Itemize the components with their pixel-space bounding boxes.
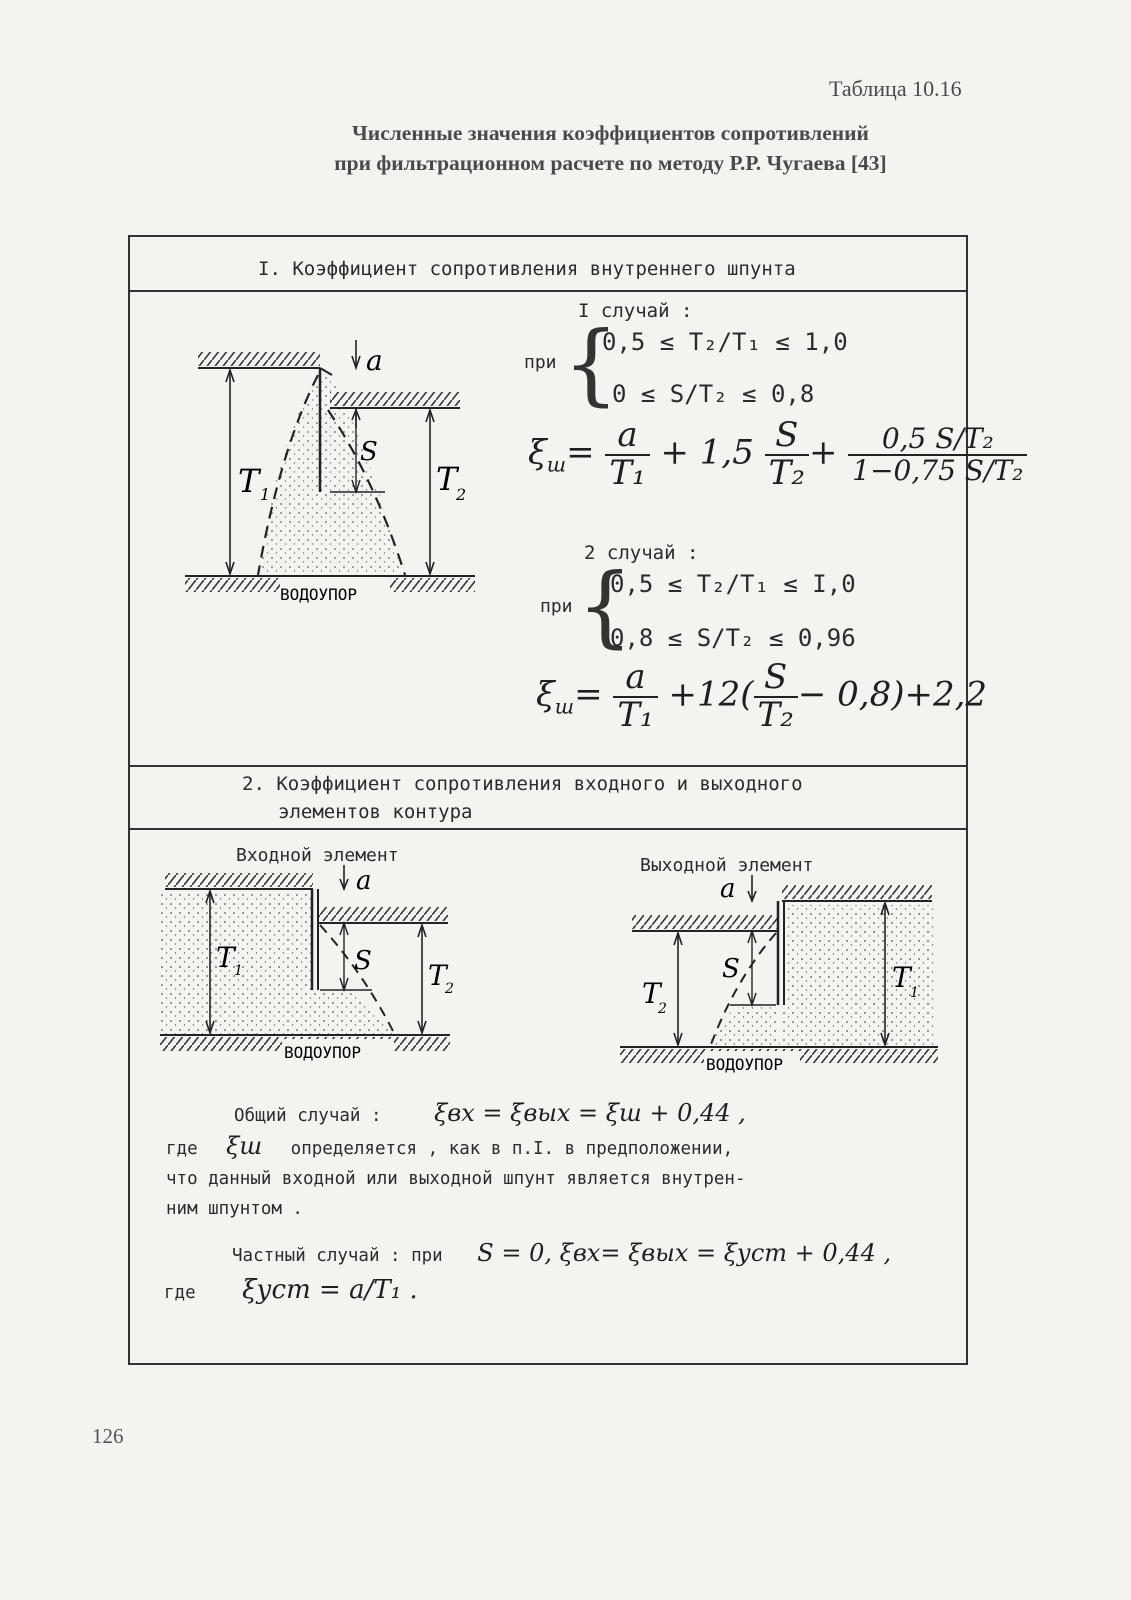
section2-heading-line1: 2. Коэффициент сопротивления входного и выходного [242,773,803,795]
particular-case-text [164,1236,891,1310]
case2-tail: − 0,8)+2,2 [797,674,988,715]
case1-label: I случай : [578,300,693,322]
case1-formula-lhs-sub: ш [546,452,567,477]
general-case-text [166,1098,746,1224]
entry-t2-label: T [428,959,447,992]
page-number: 126 [92,1424,124,1448]
case1-term2-den: T₂ [768,452,805,493]
divider-1 [128,290,968,292]
case2-term1 [613,657,657,735]
exit-t1-sub: 1 [910,985,919,1001]
diagram1-a-label: a [366,344,383,377]
entry-t1-sub: 1 [234,963,243,979]
exit-a-label: a [720,875,736,904]
general-line1 [166,1098,746,1131]
case1-term1 [605,415,649,493]
entry-t2-sub: 2 [445,981,454,997]
case2-mid: +12( [668,674,754,715]
entry-a-label: a [356,866,372,896]
case2-term1-den: T₁ [617,694,654,735]
particular-line2-formula: ξуст = a/T₁ . [242,1275,418,1305]
general-line2 [166,1131,746,1164]
general-line4: ним шпунтом . [166,1199,303,1219]
exit-element-label: Выходной элемент [640,855,814,876]
general-formula: ξвх = ξвых = ξш + 0,44 , [434,1099,746,1127]
divider-3 [128,828,968,830]
diagram1-t1-label: T [238,462,260,500]
case2-condition-2: 0,8 ≤ S/T₂ ≤ 0,96 [610,624,856,652]
case2-term1-num: a [613,660,657,698]
entry-base-label: ВОДОУПОР [284,1043,362,1062]
entry-s-label: S [354,946,372,976]
case2-pri: при [540,596,573,617]
case1-brace: { [563,312,619,415]
case1-term2-num: S [765,418,809,456]
case1-term1-num: a [605,418,649,456]
case1-pri: при [524,352,557,373]
case2-formula-lhs: ξ [536,674,555,715]
exit-t2-sub: 2 [658,1001,667,1017]
case1-term3-den: 1−0,75 S/T₂ [852,453,1024,487]
particular-line2-prefix: где [164,1283,196,1303]
case1-term3-num: 0,5 S/T₂ [848,424,1027,455]
case2-term2-num: S [754,660,798,698]
exit-s-label: S [722,954,740,984]
case1-condition-1: 0,5 ≤ T₂/T₁ ≤ 1,0 [602,328,848,356]
section2-heading-line2: элементов контура [278,801,473,823]
general-line2-text: определяется , как в п.I. в предположении, [290,1139,734,1159]
case1-term2-coef: + 1,5 [660,432,754,473]
general-line3: что данный входной или выходной шпунт является внутрен- [166,1169,746,1189]
diagram1-t2-sub: 2 [456,485,467,504]
case2-brace: { [577,554,633,657]
case2-condition-1: 0,5 ≤ T₂/T₁ ≤ I,0 [610,570,856,598]
diagram1-t2-label: T [436,460,458,498]
particular-line1 [164,1236,891,1273]
case2-term2 [754,657,798,735]
section1-heading: I. Коэффициент сопротивления внутреннего шпунта [258,258,796,280]
general-prefix: Общий случай : [234,1106,382,1126]
case1-term2 [765,415,809,493]
diagram1-t1-sub: 1 [260,485,271,504]
document-title [0,118,1131,178]
exit-element-diagram [620,875,940,1075]
exit-t1-label: T [892,961,911,994]
internal-sheet-pile-diagram [180,330,480,620]
particular-prefix: Частный случай : при [232,1246,443,1266]
diagram1-s-label: S [360,437,378,467]
case2-formula: $\xi_ш=$ $\frac{a}{\text{T₁}}$ +12( $\frac{S}{\text{T₂}}$ − 0,8)+2,2 [536,657,988,735]
divider-2 [128,765,968,767]
case1-term1-den: T₁ [609,452,646,493]
case2-label: 2 случай : [584,542,699,564]
entry-element-diagram [160,865,460,1070]
title-line-2: при фильтрационном расчете по методу Р.Р. Чугаева [43] [334,151,887,175]
case1-term3 [848,424,1027,485]
exit-base-label: ВОДОУПОР [706,1055,784,1074]
title-line-1: Численные значения коэффициентов сопротивлений [352,121,869,145]
entry-element-label: Входной элемент [236,845,399,866]
entry-t1-label: T [216,941,235,974]
diagram1-base-label: ВОДОУПОР [280,585,358,604]
table-label: Таблица 10.16 [829,76,962,101]
particular-formula: S = 0, ξвх= ξвых = ξуст + 0,44 , [477,1239,892,1267]
section2-heading [242,770,803,826]
general-line2-symbol: ξш [226,1132,263,1160]
case1-formula-lhs: ξ [528,432,547,473]
case1-formula: $\xi_ш=$ $\frac{a}{\text{T₁}}$ + 1,5 $\frac{S}{\text{T₂}}$ + $\frac{\text{0,5 S/T₂}}{\text{1−0,75 S/T₂}}$ [528,418,1027,491]
case2-term2-den: T₂ [757,694,794,735]
case1-condition-2: 0 ≤ S/T₂ ≤ 0,8 [612,380,815,408]
case2-formula-lhs-sub: ш [554,694,575,719]
general-line2-prefix: где [166,1139,198,1159]
particular-line2 [164,1273,891,1310]
exit-t2-label: T [642,977,661,1010]
